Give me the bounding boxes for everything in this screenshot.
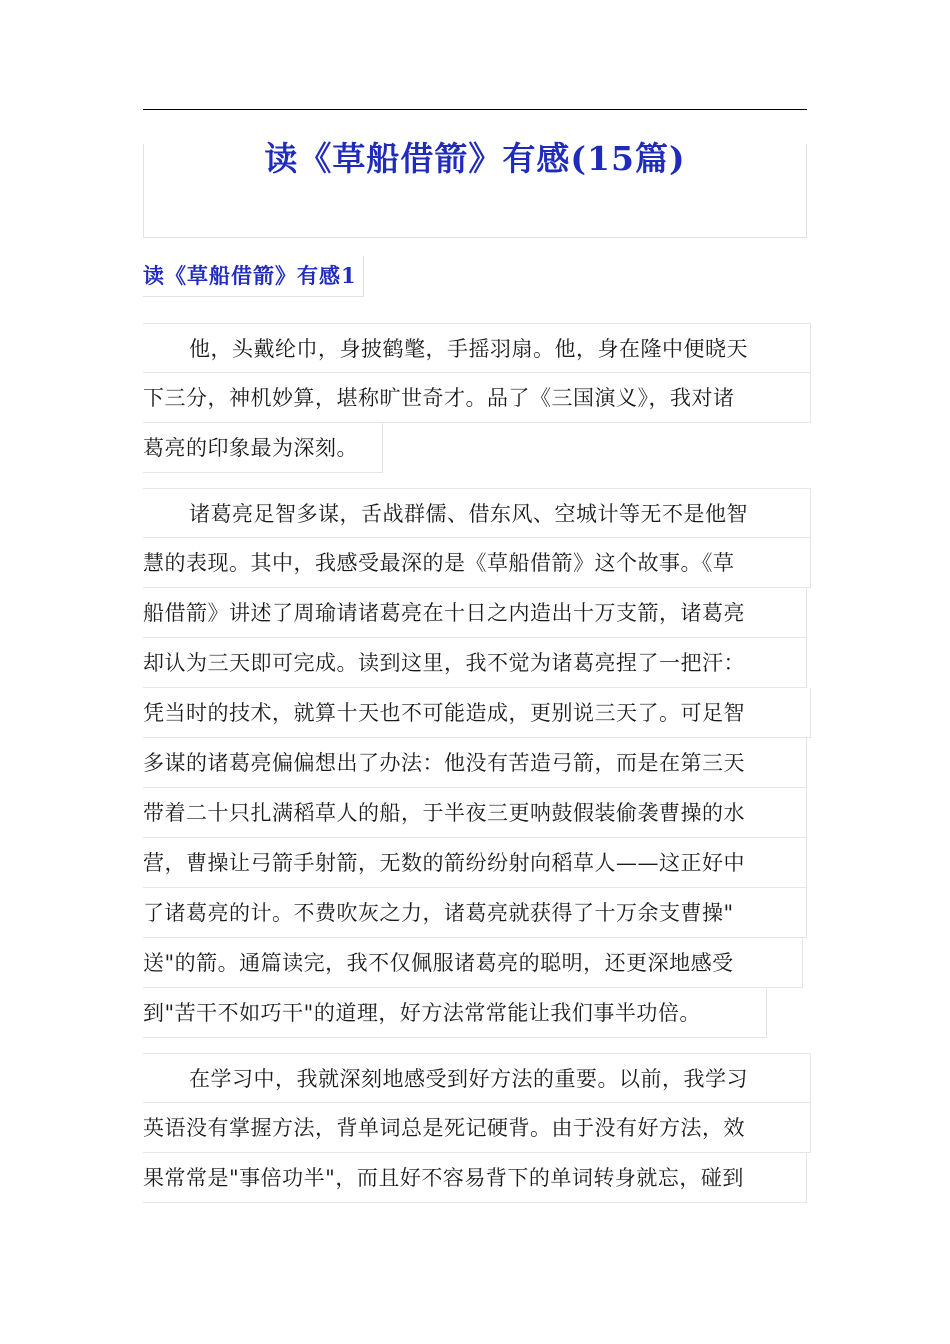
text-line: 果常常是"事倍功半"，而且好不容易背下的单词转身就忘，碰到 <box>143 1153 807 1203</box>
text-line: 了诸葛亮的计。不费吹灰之力，诸葛亮就获得了十万余支曹操" <box>143 888 807 938</box>
text-line: 下三分，神机妙算，堪称旷世奇才。品了《三国演义》，我对诸 <box>143 373 811 423</box>
text-line: 凭当时的技术，就算十天也不可能造成，更别说三天了。可足智 <box>143 688 811 738</box>
text-line: 英语没有掌握方法，背单词总是死记硬背。由于没有好方法，效 <box>143 1103 811 1153</box>
header-rule <box>143 109 807 110</box>
text-line: 多谋的诸葛亮偏偏想出了办法：他没有苦造弓箭，而是在第三天 <box>143 738 807 788</box>
paragraph-1 <box>143 323 811 473</box>
text-line: 却认为三天即可完成。读到这里，我不觉为诸葛亮捏了一把汗： <box>143 638 807 688</box>
paragraph-3 <box>143 1053 811 1203</box>
section-heading: 读《草船借箭》有感1 <box>143 256 364 297</box>
text-line: 葛亮的印象最为深刻。 <box>143 423 383 473</box>
paragraph-2 <box>143 488 811 1038</box>
text-line: 到"苦干不如巧干"的道理，好方法常常能让我们事半功倍。 <box>143 988 767 1038</box>
text-line: 慧的表现。其中，我感受最深的是《草船借箭》这个故事。《草 <box>143 538 811 588</box>
text-line: 营，曹操让弓箭手射箭，无数的箭纷纷射向稻草人——这正好中 <box>143 838 807 888</box>
text-line: 船借箭》讲述了周瑜请诸葛亮在十日之内造出十万支箭，诸葛亮 <box>143 588 807 638</box>
document-title: 读《草船借箭》有感(15篇) <box>264 139 686 178</box>
text-line: 带着二十只扎满稻草人的船，于半夜三更呐鼓假装偷袭曹操的水 <box>143 788 807 838</box>
text-line: 他，头戴纶巾，身披鹤氅，手摇羽扇。他，身在隆中便晓天 <box>143 323 811 373</box>
text-line: 诸葛亮足智多谋，舌战群儒、借东风、空城计等无不是他智 <box>143 488 811 538</box>
text-line: 送"的箭。通篇读完，我不仅佩服诸葛亮的聪明，还更深地感受 <box>143 938 803 988</box>
text-line: 在学习中，我就深刻地感受到好方法的重要。以前，我学习 <box>143 1053 811 1103</box>
